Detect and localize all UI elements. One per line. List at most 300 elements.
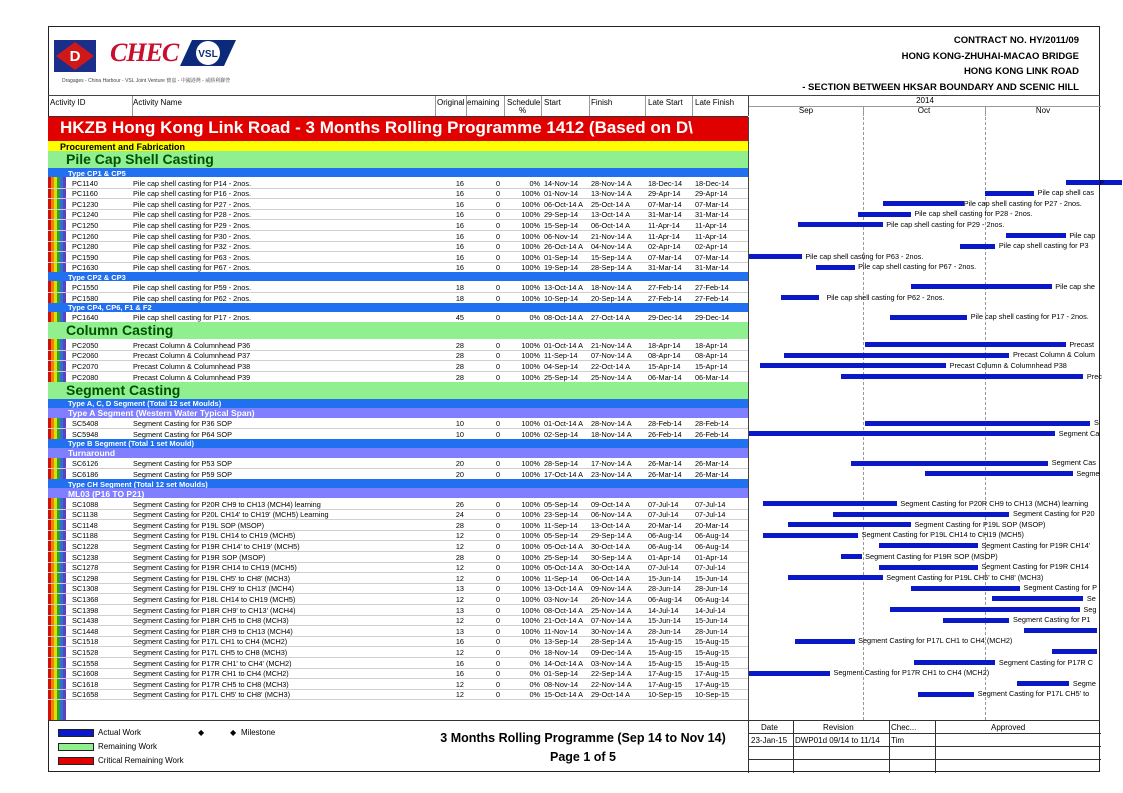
start-date: 05-Sep-14 bbox=[544, 499, 579, 509]
schedule-percent: 100% bbox=[521, 263, 540, 273]
schedule-percent: 0% bbox=[529, 637, 540, 647]
gantt-bar[interactable] bbox=[914, 660, 995, 665]
gantt-bar[interactable] bbox=[763, 533, 858, 538]
col-original[interactable]: Original bbox=[437, 98, 465, 107]
finish-date: 09-Oct-14 A bbox=[591, 499, 630, 509]
gantt-bar-label: Pile cap shell casting for P63 - 2nos. bbox=[805, 251, 924, 261]
schedule-percent: 100% bbox=[521, 361, 540, 371]
late-start-date: 15-Apr-14 bbox=[648, 361, 681, 371]
activity-name: Pile cap shell casting for P30 - 2nos. bbox=[133, 231, 252, 241]
activity-name: Segment Casting for P18L CH14 to CH19 (MCH5) bbox=[133, 594, 296, 604]
original-duration: 16 bbox=[455, 231, 464, 241]
schedule-percent: 0% bbox=[529, 658, 540, 668]
original-duration: 12 bbox=[455, 679, 464, 689]
milestone-diamond-icon: ◆ bbox=[198, 728, 205, 737]
wbs-label: Type CP1 & CP5 bbox=[68, 168, 126, 178]
wbs-subgroup-row[interactable] bbox=[48, 408, 748, 418]
gantt-bar[interactable] bbox=[763, 501, 897, 506]
schedule-percent: 100% bbox=[521, 252, 540, 262]
original-duration: 16 bbox=[455, 220, 464, 230]
late-start-date: 10-Sep-15 bbox=[648, 690, 683, 700]
original-duration: 26 bbox=[455, 499, 464, 509]
original-duration: 16 bbox=[455, 178, 464, 188]
original-duration: 16 bbox=[455, 669, 464, 679]
finish-date: 28-Nov-14 A bbox=[591, 178, 632, 188]
gantt-bar-label: Segment Casting for P1 bbox=[1013, 615, 1091, 625]
late-start-date: 31-Mar-14 bbox=[648, 210, 682, 220]
activity-name: Segment Casting for P18R CH9' to CH13' (MCH4) bbox=[133, 605, 296, 615]
wbs-label: Type A, C, D Segment (Total 12 set Moulds) bbox=[68, 399, 222, 409]
finish-date: 30-Oct-14 A bbox=[591, 541, 630, 551]
late-start-date: 18-Apr-14 bbox=[648, 340, 681, 350]
gantt-bar[interactable] bbox=[925, 471, 1073, 476]
rev-checked: Tim bbox=[891, 736, 905, 745]
project-title-row[interactable] bbox=[48, 117, 748, 141]
original-duration: 28 bbox=[455, 340, 464, 350]
start-date: 15-Oct-14 A bbox=[544, 690, 583, 700]
start-date: 01-Oct-14 A bbox=[544, 340, 583, 350]
schedule-percent: 100% bbox=[521, 459, 540, 469]
activity-id: PC1550 bbox=[72, 282, 99, 292]
wbs-label: ML03 (P16 TO P21) bbox=[68, 488, 145, 499]
legend-actual-label: Actual Work bbox=[98, 728, 141, 737]
gantt-bar[interactable] bbox=[749, 671, 830, 676]
rev-header-checked: Chec... bbox=[891, 723, 917, 732]
remaining-duration: 0 bbox=[495, 531, 500, 541]
gantt-bar-label: Prec bbox=[1086, 371, 1102, 381]
schedule-percent: 0% bbox=[529, 178, 540, 188]
activity-id: SC1148 bbox=[72, 520, 98, 530]
footer-title bbox=[418, 729, 748, 767]
start-date: 15-Sep-14 bbox=[544, 220, 579, 230]
gantt-bar[interactable] bbox=[960, 244, 995, 249]
gantt-bar-label: Segme bbox=[1072, 678, 1096, 688]
legend-critical-swatch bbox=[58, 757, 94, 765]
start-date: 13-Oct-14 A bbox=[544, 584, 583, 594]
col-activity-id[interactable]: Activity ID bbox=[50, 98, 86, 107]
remaining-duration: 0 bbox=[495, 520, 500, 530]
start-date: 18-Nov-14 bbox=[544, 647, 579, 657]
remaining-duration: 0 bbox=[495, 510, 500, 520]
activity-name: Precast Column & Columnhead P39 bbox=[133, 372, 251, 382]
late-start-date: 17-Aug-15 bbox=[648, 679, 683, 689]
schedule-percent: 100% bbox=[521, 372, 540, 382]
wbs-section-row[interactable] bbox=[48, 382, 748, 399]
schedule-percent: 100% bbox=[521, 231, 540, 241]
schedule-percent: 100% bbox=[521, 541, 540, 551]
finish-date: 06-Oct-14 A bbox=[591, 220, 630, 230]
wbs-section-row[interactable] bbox=[48, 151, 748, 168]
gantt-bar[interactable] bbox=[1052, 649, 1098, 654]
rev-revision: DWP01d 09/14 to 11/14 bbox=[795, 736, 880, 745]
gantt-bar[interactable] bbox=[985, 191, 1034, 196]
activity-name: Pile cap shell casting for P16 - 2nos. bbox=[133, 189, 252, 199]
activity-name: Precast Column & Columnhead P38 bbox=[133, 361, 251, 371]
schedule-percent: 100% bbox=[521, 469, 540, 479]
activity-name: Pile cap shell casting for P29 - 2nos. bbox=[133, 220, 252, 230]
finish-date: 25-Nov-14 A bbox=[591, 605, 632, 615]
wbs-label: Type B Segment (Total 1 set Mould) bbox=[68, 439, 194, 449]
activity-name: Segment Casting for P17L CH5 to CH8 (MCH3) bbox=[133, 647, 288, 657]
late-start-date: 26-Mar-14 bbox=[648, 469, 682, 479]
gantt-bar[interactable] bbox=[1017, 681, 1070, 686]
schedule-percent: 100% bbox=[521, 210, 540, 220]
contract-info bbox=[802, 33, 1079, 95]
activity-name: Segment Casting for P36 SOP bbox=[133, 419, 232, 429]
activity-name: Segment Casting for P20L CH14' to CH19' (MCH5) Learning bbox=[133, 510, 329, 520]
start-date: 05-Sep-14 bbox=[544, 531, 579, 541]
col-late-finish[interactable]: Late Finish bbox=[695, 98, 735, 107]
late-finish-date: 10-Sep-15 bbox=[695, 690, 730, 700]
wbs-group-row[interactable] bbox=[48, 141, 748, 151]
remaining-duration: 0 bbox=[495, 605, 500, 615]
activity-name: Pile cap shell casting for P14 - 2nos. bbox=[133, 178, 252, 188]
late-start-date: 07-Jul-14 bbox=[648, 563, 679, 573]
late-finish-date: 11-Apr-14 bbox=[695, 231, 727, 241]
activity-id: SC1528 bbox=[72, 647, 99, 657]
schedule-percent: 100% bbox=[521, 520, 540, 530]
col-late-start[interactable]: Late Start bbox=[648, 98, 683, 107]
original-duration: 16 bbox=[455, 189, 464, 199]
schedule-percent: 100% bbox=[521, 605, 540, 615]
gantt-bar[interactable] bbox=[795, 639, 855, 644]
late-start-date: 18-Dec-14 bbox=[648, 178, 683, 188]
schedule-percent: 100% bbox=[521, 242, 540, 252]
finish-date: 28-Sep-14 A bbox=[591, 263, 632, 273]
gantt-bar[interactable] bbox=[833, 512, 1009, 517]
wbs-label: Procurement and Fabrication bbox=[60, 141, 186, 152]
gantt-bar-label: Segment Casting for P17L CH5' to bbox=[977, 689, 1090, 699]
activity-id: SC6186 bbox=[72, 469, 99, 479]
schedule-percent: 0% bbox=[529, 647, 540, 657]
gantt-bar[interactable] bbox=[890, 607, 1080, 612]
activity-name: Pile cap shell casting for P63 - 2nos. bbox=[133, 252, 252, 262]
finish-date: 15-Sep-14 A bbox=[591, 252, 632, 262]
finish-date: 25-Oct-14 A bbox=[591, 199, 630, 209]
late-start-date: 29-Dec-14 bbox=[648, 313, 683, 323]
late-finish-date: 07-Mar-14 bbox=[695, 199, 729, 209]
gantt-bar[interactable] bbox=[865, 421, 1090, 426]
schedule-percent: 100% bbox=[521, 573, 540, 583]
gantt-bar-label: Segment Casting for P17R CH1 to CH4 (MCH2) bbox=[833, 668, 990, 678]
gantt-bar[interactable] bbox=[879, 543, 978, 548]
activity-id: SC1298 bbox=[72, 573, 99, 583]
late-finish-date: 27-Feb-14 bbox=[695, 293, 729, 303]
activity-id: SC1448 bbox=[72, 626, 99, 636]
gantt-bar-label: Segment Casting for P19R SOP (MSOP) bbox=[865, 551, 998, 561]
contract-line: CONTRACT NO. HY/2011/09 bbox=[953, 35, 1079, 46]
gantt-bar[interactable] bbox=[788, 575, 883, 580]
late-start-date: 07-Jul-14 bbox=[648, 510, 679, 520]
start-date: 02-Sep-14 bbox=[544, 429, 579, 439]
gantt-bar-label: Segment Casting for P20R CH9 to CH13 (MCH4) learning bbox=[900, 498, 1089, 508]
late-finish-date: 31-Mar-14 bbox=[695, 210, 729, 220]
milestone-diamond-icon: ◆ bbox=[230, 728, 237, 737]
gantt-bar[interactable] bbox=[992, 596, 1084, 601]
gantt-bar-label: Pile cap bbox=[1069, 230, 1096, 240]
original-duration: 18 bbox=[455, 282, 464, 292]
schedule-percent: 100% bbox=[521, 616, 540, 626]
activity-id: SC1138 bbox=[72, 510, 98, 520]
remaining-duration: 0 bbox=[495, 647, 500, 657]
remaining-duration: 0 bbox=[495, 658, 500, 668]
remaining-duration: 0 bbox=[495, 573, 500, 583]
gantt-bar[interactable] bbox=[749, 431, 1055, 436]
late-start-date: 29-Apr-14 bbox=[648, 189, 681, 199]
wbs-label: Type CP2 & CP3 bbox=[68, 272, 126, 282]
activity-name: Precast Column & Columnhead P37 bbox=[133, 351, 251, 361]
wbs-section-row[interactable] bbox=[48, 322, 748, 339]
original-duration: 12 bbox=[455, 531, 464, 541]
chec-logo: CHEC bbox=[110, 38, 179, 67]
col-remaining[interactable]: emaining bbox=[467, 98, 500, 107]
late-finish-date: 28-Jun-14 bbox=[695, 584, 728, 594]
gantt-bar[interactable] bbox=[918, 692, 974, 697]
remaining-duration: 0 bbox=[495, 499, 500, 509]
dragages-logo-icon bbox=[54, 40, 96, 72]
finish-date: 09-Nov-14 A bbox=[591, 584, 632, 594]
gantt-bar-label: Pile cap shell casting for P29 - 2nos. bbox=[886, 219, 1005, 229]
late-start-date: 02-Apr-14 bbox=[648, 242, 681, 252]
gantt-bar[interactable] bbox=[1066, 177, 1122, 187]
wbs-subgroup-row[interactable] bbox=[48, 448, 748, 458]
timescale-header bbox=[748, 96, 1100, 116]
finish-date: 07-Nov-14 A bbox=[591, 351, 632, 361]
remaining-duration: 0 bbox=[495, 616, 500, 626]
activity-id: SC1438 bbox=[72, 616, 99, 626]
late-finish-date: 28-Jun-14 bbox=[695, 626, 728, 636]
start-date: 06-Nov-14 bbox=[544, 231, 579, 241]
late-finish-date: 20-Mar-14 bbox=[695, 520, 729, 530]
activity-name: Segment Casting for P53 SOP bbox=[133, 459, 232, 469]
activity-name: Pile cap shell casting for P32 - 2nos. bbox=[133, 242, 252, 252]
gantt-bar-label: S bbox=[1093, 418, 1099, 428]
late-start-date: 14-Jul-14 bbox=[648, 605, 679, 615]
activity-id: PC1160 bbox=[72, 189, 98, 199]
activity-name: Pile cap shell casting for P67 - 2nos. bbox=[133, 263, 252, 273]
late-start-date: 28-Jun-14 bbox=[648, 584, 681, 594]
remaining-duration: 0 bbox=[495, 189, 500, 199]
late-finish-date: 29-Apr-14 bbox=[695, 189, 728, 199]
activity-id: SC1368 bbox=[72, 594, 99, 604]
col-finish[interactable]: Finish bbox=[591, 98, 613, 107]
wbs-label: Type CP4, CP6, F1 & F2 bbox=[68, 303, 152, 313]
wbs-label: Column Casting bbox=[66, 322, 174, 339]
late-finish-date: 18-Dec-14 bbox=[695, 178, 730, 188]
finish-date: 26-Nov-14 A bbox=[591, 594, 632, 604]
original-duration: 28 bbox=[455, 351, 464, 361]
gantt-bar-label: Segment Casting for P17R C bbox=[998, 657, 1093, 667]
finish-date: 06-Nov-14 A bbox=[591, 510, 632, 520]
gantt-bar[interactable] bbox=[911, 284, 1052, 289]
late-start-date: 11-Apr-14 bbox=[648, 231, 680, 241]
gantt-bar[interactable] bbox=[943, 618, 1010, 623]
schedule-percent: 100% bbox=[521, 626, 540, 636]
gantt-bar[interactable] bbox=[1024, 628, 1098, 633]
gantt-bar[interactable] bbox=[841, 554, 862, 559]
schedule-percent: 100% bbox=[521, 594, 540, 604]
wbs-subgroup-row[interactable] bbox=[48, 439, 748, 448]
gantt-bar-label: Segment Cas bbox=[1051, 458, 1096, 468]
contract-line: HONG KONG LINK ROAD bbox=[963, 66, 1079, 77]
remaining-duration: 0 bbox=[495, 231, 500, 241]
finish-date: 30-Sep-14 A bbox=[591, 552, 632, 562]
late-start-date: 15-Aug-15 bbox=[648, 637, 683, 647]
contract-line: HONG KONG-ZHUHAI-MACAO BRIDGE bbox=[901, 50, 1079, 62]
gantt-bar[interactable] bbox=[788, 522, 911, 527]
activity-name: Segment Casting for P19L CH9' to CH13' (MCH4) bbox=[133, 584, 295, 594]
col-schedule-pct: % bbox=[519, 106, 527, 115]
activity-id: PC1240 bbox=[72, 210, 99, 220]
gantt-bar[interactable] bbox=[1006, 233, 1066, 238]
original-duration: 20 bbox=[455, 469, 464, 479]
remaining-duration: 0 bbox=[495, 351, 500, 361]
gantt-bar-label: Segment Casting for P19R CH14' bbox=[981, 540, 1091, 550]
wbs-subgroup-row[interactable] bbox=[48, 399, 748, 408]
gantt-bar[interactable] bbox=[784, 353, 1009, 358]
activity-id: PC1590 bbox=[72, 252, 99, 262]
activity-id: SC1188 bbox=[72, 531, 98, 541]
activity-name: Segment Casting for P19L SOP (MSOP) bbox=[133, 520, 264, 530]
finish-date: 28-Nov-14 A bbox=[591, 419, 632, 429]
original-duration: 24 bbox=[455, 510, 464, 520]
col-activity-name[interactable]: Activity Name bbox=[133, 98, 182, 107]
original-duration: 28 bbox=[455, 552, 464, 562]
gantt-bar-label: P bbox=[1099, 177, 1105, 187]
late-finish-date: 26-Mar-14 bbox=[695, 469, 729, 479]
late-start-date: 06-Aug-14 bbox=[648, 541, 683, 551]
remaining-duration: 0 bbox=[495, 594, 500, 604]
remaining-duration: 0 bbox=[495, 372, 500, 382]
gantt-bar[interactable] bbox=[911, 586, 1020, 591]
original-duration: 16 bbox=[455, 242, 464, 252]
wbs-subgroup-row[interactable] bbox=[48, 488, 748, 498]
activity-id: SC1618 bbox=[72, 679, 99, 689]
finish-date: 06-Oct-14 A bbox=[591, 573, 630, 583]
activity-table bbox=[48, 117, 748, 720]
schedule-percent: 0% bbox=[529, 313, 540, 323]
gantt-bar[interactable] bbox=[890, 315, 967, 320]
gantt-bar[interactable] bbox=[865, 342, 1066, 347]
wbs-subgroup-row[interactable] bbox=[48, 479, 748, 488]
start-date: 03-Nov-14 bbox=[544, 594, 579, 604]
activity-id: PC1260 bbox=[72, 231, 99, 241]
activity-id: PC1630 bbox=[72, 263, 99, 273]
gantt-bar[interactable] bbox=[781, 295, 820, 300]
activity-name: Segment Casting for P17R CH1 to CH4 (MCH2) bbox=[133, 669, 289, 679]
start-date: 06-Oct-14 A bbox=[544, 199, 583, 209]
gantt-bar[interactable] bbox=[798, 222, 882, 227]
activity-name: Segment Casting for P19R CH14' to CH19' (MCH5) bbox=[133, 541, 300, 551]
original-duration: 28 bbox=[455, 520, 464, 530]
schedule-percent: 100% bbox=[521, 340, 540, 350]
activity-id: SC1518 bbox=[72, 637, 99, 647]
late-start-date: 15-Aug-15 bbox=[648, 658, 683, 668]
col-schedule[interactable]: Schedule bbox=[507, 98, 541, 107]
late-start-date: 07-Jul-14 bbox=[648, 499, 679, 509]
start-date: 08-Nov-14 bbox=[544, 679, 579, 689]
wbs-label: Type A Segment (Western Water Typical Span) bbox=[68, 408, 255, 419]
gantt-bar[interactable] bbox=[760, 363, 947, 368]
schedule-percent: 100% bbox=[521, 531, 540, 541]
schedule-percent: 100% bbox=[521, 293, 540, 303]
start-date: 13-Sep-14 bbox=[544, 637, 579, 647]
gantt-bar[interactable] bbox=[816, 265, 855, 270]
activity-id: SC1558 bbox=[72, 658, 99, 668]
start-date: 05-Oct-14 A bbox=[544, 541, 583, 551]
col-start[interactable]: Start bbox=[544, 98, 561, 107]
remaining-duration: 0 bbox=[495, 210, 500, 220]
rev-header-date: Date bbox=[761, 723, 778, 732]
gantt-bar-label: Se bbox=[1086, 593, 1096, 603]
late-finish-date: 15-Jun-14 bbox=[695, 573, 728, 583]
legend-actual-swatch bbox=[58, 729, 94, 737]
page-number: Page 1 of 5 bbox=[550, 750, 616, 764]
rev-header-approved: Approved bbox=[991, 723, 1026, 732]
finish-date: 18-Nov-14 A bbox=[591, 429, 632, 439]
activity-row[interactable] bbox=[48, 689, 748, 701]
gantt-bar-label: Segme bbox=[1076, 468, 1100, 478]
late-finish-date: 15-Apr-14 bbox=[695, 361, 728, 371]
late-finish-date: 27-Feb-14 bbox=[695, 282, 729, 292]
late-finish-date: 29-Dec-14 bbox=[695, 313, 730, 323]
activity-id: SC1278 bbox=[72, 563, 99, 573]
wbs-label: Type CH Segment (Total 12 set Moulds) bbox=[68, 479, 208, 489]
start-date: 01-Oct-14 A bbox=[544, 419, 583, 429]
late-start-date: 07-Mar-14 bbox=[648, 199, 682, 209]
activity-id: PC2080 bbox=[72, 372, 99, 382]
late-finish-date: 14-Jul-14 bbox=[695, 605, 726, 615]
gantt-bar-label: Pile cap shell casting for P27 - 2nos. bbox=[963, 198, 1082, 208]
gantt-bar[interactable] bbox=[879, 565, 978, 570]
remaining-duration: 0 bbox=[495, 282, 500, 292]
finish-date: 28-Sep-14 A bbox=[591, 637, 632, 647]
finish-date: 27-Oct-14 A bbox=[591, 313, 630, 323]
original-duration: 28 bbox=[455, 372, 464, 382]
schedule-percent: 100% bbox=[521, 351, 540, 361]
remaining-duration: 0 bbox=[495, 637, 500, 647]
late-start-date: 15-Jun-14 bbox=[648, 573, 681, 583]
start-date: 11-Sep-14 bbox=[544, 573, 578, 583]
original-duration: 45 bbox=[455, 313, 464, 323]
gantt-bar[interactable] bbox=[858, 212, 911, 217]
start-date: 14-Nov-14 bbox=[544, 178, 579, 188]
remaining-duration: 0 bbox=[495, 242, 500, 252]
gantt-bar[interactable] bbox=[851, 461, 1048, 466]
gantt-bar-label: Precast Column & Colum bbox=[1013, 350, 1095, 360]
gantt-bar-label: Segment Casting for P19R CH14 bbox=[981, 562, 1089, 572]
original-duration: 12 bbox=[455, 563, 464, 573]
activity-id: SC1238 bbox=[72, 552, 99, 562]
gantt-bar[interactable] bbox=[841, 374, 1084, 379]
logo-caption: Dragages - China Harbour - VSL Joint Venture 寶嘉 - 中國港灣 - 威勝利聯營 bbox=[62, 78, 231, 84]
start-date: 01-Sep-14 bbox=[544, 252, 579, 262]
timescale-month: Sep bbox=[749, 106, 864, 116]
activity-id: PC1230 bbox=[72, 199, 99, 209]
late-finish-date: 15-Aug-15 bbox=[695, 647, 730, 657]
gantt-bar[interactable] bbox=[749, 254, 802, 259]
schedule-percent: 100% bbox=[521, 419, 540, 429]
wbs-subgroup-row[interactable] bbox=[48, 303, 748, 312]
gantt-bar[interactable] bbox=[883, 201, 964, 206]
wbs-subgroup-row[interactable] bbox=[48, 272, 748, 281]
start-date: 11-Sep-14 bbox=[544, 520, 578, 530]
start-date: 19-Sep-14 bbox=[544, 263, 579, 273]
schedule-percent: 100% bbox=[521, 510, 540, 520]
gantt-chart bbox=[748, 117, 1105, 720]
late-finish-date: 02-Apr-14 bbox=[695, 242, 728, 252]
wbs-subgroup-row[interactable] bbox=[48, 168, 748, 177]
